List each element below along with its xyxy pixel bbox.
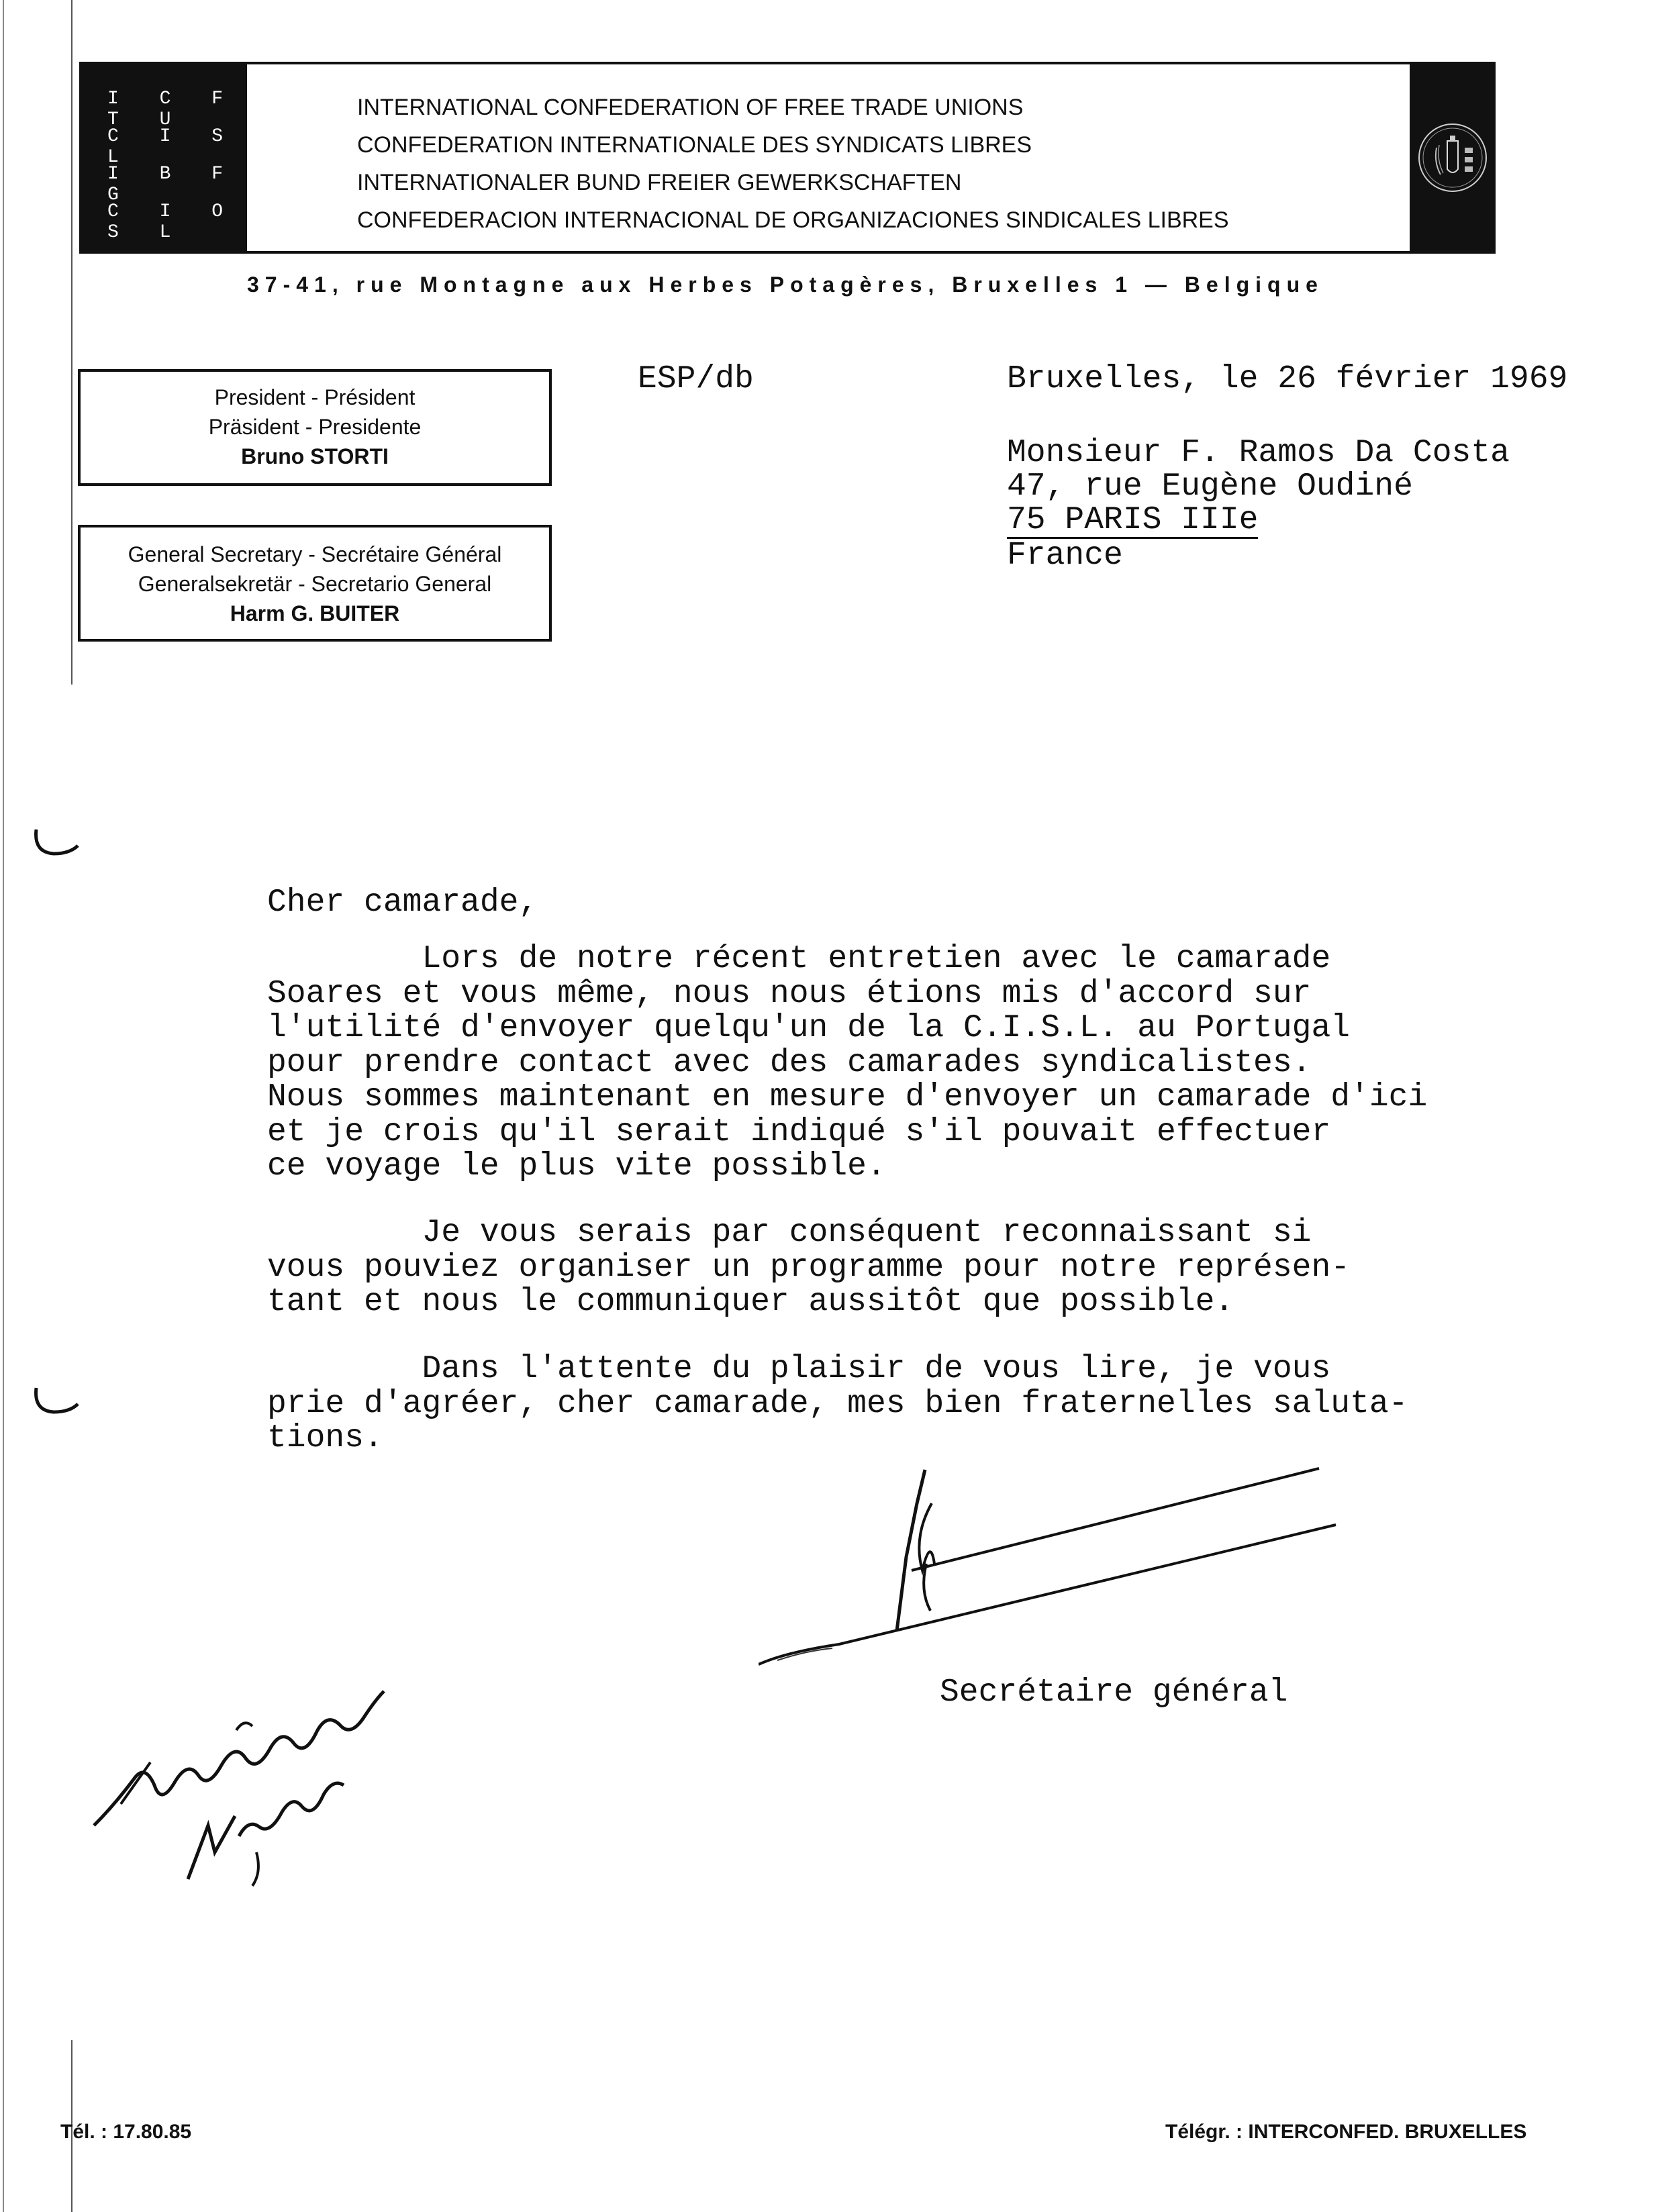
organization-name: CONFEDERACION INTERNACIONAL DE ORGANIZACIONES SINDICALES LIBRES bbox=[357, 207, 1229, 233]
paragraph-line: tions. bbox=[267, 1420, 383, 1456]
acronym-line: C I S L bbox=[107, 126, 238, 168]
recipient-city: 75 PARIS IIIe bbox=[1007, 502, 1259, 538]
organization-names bbox=[357, 89, 1229, 239]
punch-mark-icon bbox=[30, 1384, 83, 1424]
emblem-icon bbox=[1410, 62, 1496, 254]
emblem-block bbox=[1410, 62, 1496, 254]
organization-address: 37-41, rue Montagne aux Herbes Potagères, Bruxelles 1 — Belgique bbox=[247, 272, 1324, 297]
president-box bbox=[78, 369, 552, 486]
paragraph-line: l'utilité d'envoyer quelqu'un de la C.I.S.L. au Portugal bbox=[267, 1010, 1351, 1046]
paragraph-line: Soares et vous même, nous nous étions mis d'accord sur bbox=[267, 975, 1312, 1012]
paragraph-line: Je vous serais par conséquent reconnaissant si bbox=[267, 1215, 1312, 1251]
telegram-address: Télégr. : INTERCONFED. BRUXELLES bbox=[1165, 2121, 1527, 2143]
punch-mark-icon bbox=[30, 825, 83, 866]
scan-edge-line bbox=[71, 0, 72, 685]
secretary-title-line: General Secretary - Secrétaire Général bbox=[128, 542, 502, 566]
reference-code: ESP/db bbox=[638, 361, 754, 397]
recipient-street: 47, rue Eugène Oudiné bbox=[1007, 468, 1413, 505]
organization-name: CONFEDERATION INTERNATIONALE DES SYNDICATS LIBRES bbox=[357, 132, 1032, 158]
recipient-address bbox=[1007, 436, 1510, 572]
paragraph bbox=[267, 1352, 1408, 1456]
organization-name: INTERNATIONAL CONFEDERATION OF FREE TRADE UNIONS bbox=[357, 95, 1024, 120]
acronym-line: C I O S L bbox=[107, 201, 238, 243]
recipient-name: Monsieur F. Ramos Da Costa bbox=[1007, 435, 1510, 471]
acronym-block bbox=[79, 62, 247, 254]
signature bbox=[759, 1463, 1363, 1705]
paragraph-line: Nous sommes maintenant en mesure d'envoyer un camarade d'ici bbox=[267, 1079, 1428, 1115]
salutation: Cher camarade, bbox=[267, 885, 538, 921]
organization-name: INTERNATIONALER BUND FREIER GEWERKSCHAFTEN bbox=[357, 170, 962, 195]
paragraph-line: vous pouviez organiser un programme pour notre représen- bbox=[267, 1249, 1351, 1286]
paragraph bbox=[267, 1216, 1350, 1320]
recipient-country: France bbox=[1007, 538, 1123, 574]
president-title-line: President - Président bbox=[214, 385, 416, 409]
secretary-name: Harm G. BUITER bbox=[230, 601, 400, 625]
paragraph-line: prie d'agréer, cher camarade, mes bien fraternelles saluta- bbox=[267, 1385, 1408, 1422]
letter-date: Bruxelles, le 26 février 1969 bbox=[1007, 361, 1568, 397]
secretary-box bbox=[78, 525, 552, 642]
acronym-line: I B F G bbox=[107, 164, 238, 205]
telephone-number: Tél. : 17.80.85 bbox=[60, 2121, 192, 2143]
president-title-line: Präsident - Presidente bbox=[208, 415, 422, 439]
handwritten-note bbox=[81, 1651, 389, 1893]
paragraph-line: et je crois qu'il serait indiqué s'il pouvait effectuer bbox=[267, 1113, 1331, 1150]
scan-edge-line bbox=[3, 0, 4, 2212]
secretary-title-line: Generalsekretär - Secretario General bbox=[138, 572, 492, 596]
paragraph-line: Dans l'attente du plaisir de vous lire, je vous bbox=[267, 1351, 1331, 1387]
paragraph-line: tant et nous le communiquer aussitôt que possible. bbox=[267, 1284, 1234, 1320]
paragraph bbox=[267, 942, 1427, 1185]
paragraph-line: Lors de notre récent entretien avec le camarade bbox=[267, 941, 1331, 977]
president-name: Bruno STORTI bbox=[241, 444, 389, 468]
paragraph-line: pour prendre contact avec des camarades syndicalistes. bbox=[267, 1044, 1312, 1081]
signature-title: Secrétaire général bbox=[940, 1674, 1288, 1711]
acronym-line: I C F T U bbox=[107, 89, 238, 130]
paragraph-line: ce voyage le plus vite possible. bbox=[267, 1148, 886, 1185]
